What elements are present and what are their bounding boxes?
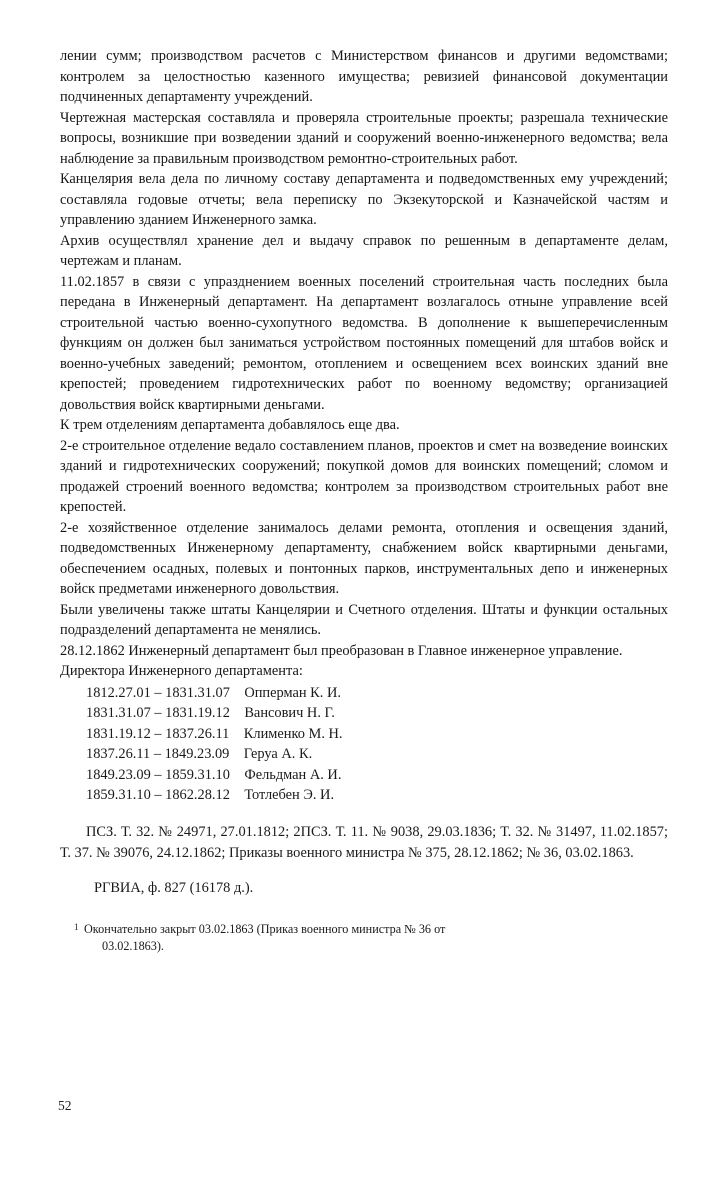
paragraph-chancellery: Канцелярия вела дела по личному составу департамента и подведомственных ему учреждений; составляла годовые отчеты; вела переписку по Экзекуторской и Казначейской частям и управлению зданием Инженерного замка. (60, 171, 668, 228)
list-item (60, 785, 668, 806)
body-text-column (60, 46, 668, 682)
paragraph-second-construction-branch: 2-е строительное отделение ведало составлением планов, проектов и смет на возведение воинских зданий и гидротехнических сооружений; покупкой домов для воинских помещений; сломом и продажей строений военного ведомства; контролем за производством строительных работ вне крепостей. (60, 437, 668, 515)
director-name: Клименко М. Н. (243, 725, 343, 742)
director-period: 1831.19.12 – 1837.26.11 (86, 725, 230, 742)
footnote-marker: 1 (74, 921, 79, 932)
director-name: Геруа А. К. (243, 746, 313, 763)
references-block: ПСЗ. Т. 32. № 24971, 27.01.1812; 2ПСЗ. Т. 11. № 9038, 29.03.1836; Т. 32. № 31497, 11.02.1857; Т. 37. № 39076, 24.12.1862; Приказы военного министра № 375, 28.12.1862; № 36, 03.02.1863. (60, 824, 668, 861)
paragraph-drafting-workshop: Чертежная мастерская составляла и проверяла строительные проекты; разрешала технические вопросы, возникшие при возведении зданий и сооружений военно-инженерного ведомства; вела наблюдение за правильным производством ремонтно-строительных работ. (60, 109, 668, 167)
director-name: Тотлебен Э. И. (244, 787, 335, 804)
director-separator (233, 746, 240, 762)
director-separator (234, 685, 241, 701)
footnote (60, 921, 668, 955)
list-item (60, 744, 668, 765)
archive-reference: РГВИА, ф. 827 (16178 д.). (94, 880, 254, 897)
director-separator (234, 767, 241, 783)
director-period: 1831.31.07 – 1831.19.12 (86, 705, 230, 722)
paragraph-archive: Архив осуществлял хранение дел и выдачу справок по решенным в департаменте делам, чертежам и планам. (60, 232, 668, 269)
director-period: 1837.26.11 – 1849.23.09 (86, 746, 230, 763)
director-period: 1812.27.01 – 1831.31.07 (86, 684, 230, 701)
directors-list (60, 683, 668, 807)
page-number: 52 (58, 1098, 72, 1113)
paragraph-1862-transformation: 28.12.1862 Инженерный департамент был преобразован в Главное инженерное управление. (60, 642, 623, 659)
list-item (60, 765, 668, 786)
director-period: 1849.23.09 – 1859.31.10 (86, 766, 230, 783)
paragraph-three-branches: К трем отделениям департамента добавлялось еще два. (60, 417, 400, 433)
director-separator (233, 726, 240, 742)
paragraph-continuation: лении сумм; производством расчетов с Министерством финансов и другими ведомствами; контролем за целостностью казенного имущества; ревизией финансовой документации подчиненных департаменту учреждений. (60, 48, 668, 105)
paragraph-second-economic-branch: 2-е хозяйственное отделение занималось делами ремонта, отопления и освещения зданий, подведомственных Инженерному департаменту, снабжением войск квартирными деньгами, обеспечением осадных, полевых и понтонных парков, инструментальных депо и инженерных войск предметами инженерного довольствия. (60, 519, 668, 597)
director-name: Фельдман А. И. (244, 766, 342, 783)
paragraph-staff-increase: Были увеличены также штаты Канцелярии и Счетного отделения. Штаты и функции остальных подразделений департамента не менялись. (60, 601, 668, 638)
footnote-line-two: 03.02.1863). (102, 938, 164, 953)
director-separator (234, 787, 241, 803)
director-separator (234, 705, 241, 721)
paragraph-1857-reform: 11.02.1857 в связи с упразднением военных поселений строительная часть последних была передана в Инженерный департамент. На департамент возлагалось отныне управление всей строительной частью военно-сухопутного ведомства. В дополнение к вышеперечисленным функциям он должен был заниматься устройством постоянных помещений для штабов войск и военно-учебных заведений; ремонтом, отоплением и освещением всех воинских зданий вне крепостей; проведением гидротехнических работ по военному ведомству; организацией довольствия войск квартирными деньгами. (60, 273, 668, 413)
footnote-line-one: Окончательно закрыт 03.02.1863 (Приказ военного министра № 36 от (84, 921, 446, 936)
directors-heading: Директора Инженерного департамента: (60, 663, 303, 679)
list-item (60, 683, 668, 704)
list-item (60, 724, 668, 745)
director-name: Вансович Н. Г. (244, 705, 335, 722)
director-name: Опперман К. И. (244, 684, 341, 701)
director-period: 1859.31.10 – 1862.28.12 (86, 787, 230, 804)
list-item (60, 703, 668, 724)
